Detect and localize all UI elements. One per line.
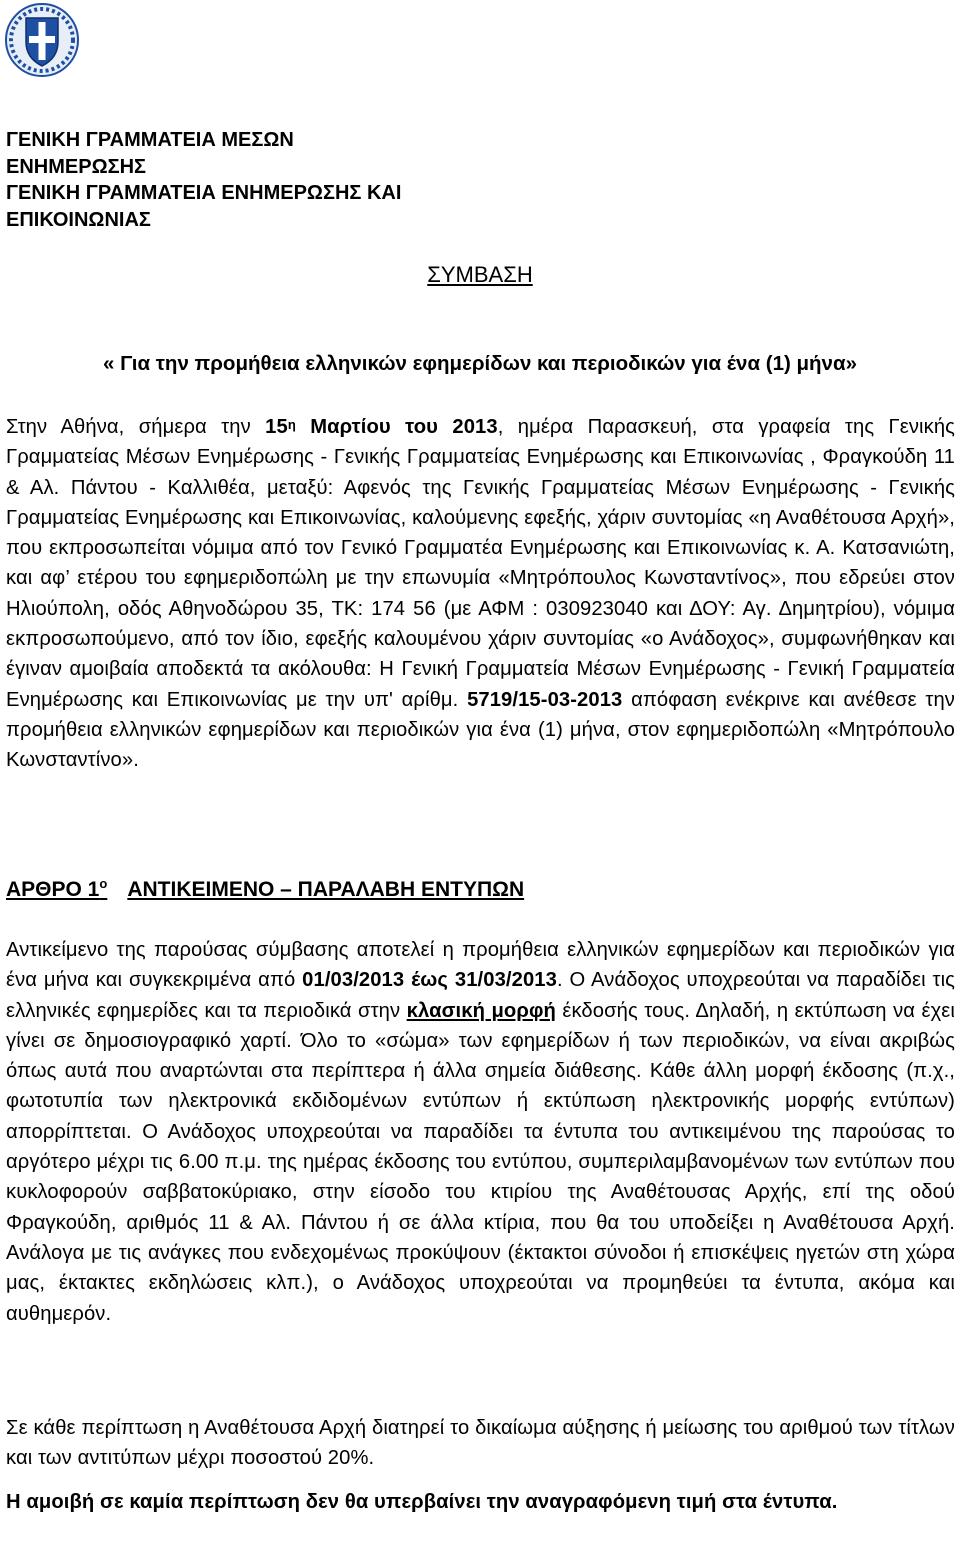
issuer-line-1: ΓΕΝΙΚΗ ΓΡΑΜΜΑΤΕΙΑ ΜΕΣΩΝ: [6, 129, 294, 151]
greek-coat-of-arms-icon: [4, 2, 80, 78]
supply-period: 01/03/2013 έως 31/03/2013: [302, 969, 557, 992]
article-1-paragraph-1: Αντικείμενο της παρούσας σύμβασης αποτελεί η προμήθεια ελληνικών εφημερίδων και περιοδικών για ένα μήνα και συγκεκριμένα από 01/03/2013 έως 31/03/2013. Ο Ανάδοχος υποχρεούται να παραδίδει τις ελληνικές εφημερίδες και τα περιοδικά στην κλασική μορφή έκδοσής τους. Δηλαδή, η εκτύπωση να έχει γίνει σε δημοσιογραφικό χαρτί. Όλο το «σώμα» των εφημερίδων ή των περιοδικών, να είναι ακριβώς όπως αυτά που αναρτώνται στα περίπτερα ή άλλα σημεία διάθεσης. Κάθε άλλη μορφή έκδοσης (π.χ., φωτοτυπία των ηλεκτρονικά εκδιδομένων εντύπων ή εκτύπωση ηλεκτρονικής μορφής εντύπων) απορρίπτεται. Ο Ανάδοχος υποχρεούται να παραδίδει τα έντυπα του αντικειμένου της παρούσας το αργότερο μέχρι τις 6.00 π.μ. της ημέρας έκδοσης του εντύπου, συμπεριλαμβανομένων των εντύπων που κυκλοφορούν σαββατοκύριακο, στην είσοδο του κτιρίου της Αναθέτουσας Αρχής, επί της οδού Φραγκούδη, αριθμός 11 & Αλ. Πάντου ή σε άλλα κτίρια, που θα του υποδείξει η Αναθέτουσα Αρχή. Ανάλογα με τις ανάγκες που ενδεχομένως προκύψουν (έκτακτοι σύνοδοι ή επισκέψεις ηγετών στη χώρα μας, έκτακτες εκδηλώσεις κλπ.), ο Ανάδοχος υποχρεούται να προμηθεύει τα έντυπα, ακόμα και αυθημερόν.: [6, 939, 956, 1325]
document-title: ΣΥΜΒΑΣΗ: [427, 262, 533, 287]
issuer-header: [6, 127, 401, 233]
contract-date: $15^\eta$ Μαρτίου του 2013: [265, 416, 498, 438]
article-1-paragraph-3: Η αμοιβή σε καμία περίπτωση δεν θα υπερβαίνει την αναγραφόμενη τιμή στα έντυπα.: [6, 1491, 838, 1513]
classic-form: κλασική μορφή: [406, 999, 556, 1022]
document-subtitle: « Για την προμήθεια ελληνικών εφημερίδων και περιοδικών για ένα (1) μήνα»: [103, 352, 857, 375]
issuer-line-4: ΕΠΙΚΟΙΝΩΝΙΑΣ: [6, 208, 151, 231]
issuer-line-3: ΓΕΝΙΚΗ ΓΡΑΜΜΑΤΕΙΑ ΕΝΗΜΕΡΩΣΗΣ ΚΑΙ: [6, 182, 402, 204]
article-1-paragraph-2: Σε κάθε περίπτωση η Αναθέτουσα Αρχή διατηρεί το δικαίωμα αύξησης ή μείωσης του αριθμού των τίτλων και των αντιτύπων μέχρι ποσοστού 20%.: [6, 1417, 955, 1470]
intro-paragraph: Στην Αθήνα, σήμερα την $15^\eta$ Μαρτίου του 2013, ημέρα Παρασκευή, στα γραφεία της Γενικής Γραμματείας Μέσων Ενημέρωσης - Γενικής Γραμματείας Ενημέρωσης και Επικοινωνίας , Φραγκούδη 11 & Αλ. Πάντου - Καλλιθέα, μεταξύ: Αφενός της Γενικής Γραμματείας Μέσων Ενημέρωσης - Γενικής Γραμματείας Ενημέρωσης και Επικοινωνίας, καλούμενης εφεξής, χάριν συντομίας «η Αναθέτουσα Αρχή», που εκπροσωπείται νόμιμα από τον Γενικό Γραμματέα Ενημέρωσης και Επικοινωνίας κ. Α. Κατσανιώτη, και αφ’ ετέρου του εφημεριδοπώλη με την επωνυμία «Μητρόπουλος Κωνσταντίνος», που εδρεύει στον Ηλιούπολη, οδός Αθηνοδώρου 35, ΤΚ: 174 56 (με ΑΦΜ : 030923040 και ΔΟΥ: Αγ. Δημητρίου), νόμιμα εκπροσωπούμενο, από τον ίδιο, εφεξής καλουμένου χάριν συντομίας «ο Ανάδοχος», συμφωνήθηκαν και έγιναν αμοιβαία αποδεκτά τα ακόλουθα: Η Γενική Γραμματεία Μέσων Ενημέρωσης - Γενική Γραμματεία Ενημέρωσης και Επικοινωνίας με την υπ' αρίθμ. 5719/15-03-2013 απόφαση ενέκρινε και ανέθεσε την προμήθεια ελληνικών εφημερίδων και περιοδικών για ένα (1) μήνα, στον εφημεριδοπώλη «Μητρόπουλο Κωνσταντίνο».: [6, 416, 955, 772]
issuer-line-2: ΕΝΗΜΕΡΩΣΗΣ: [6, 155, 147, 178]
article-1-heading: ΑΡΘΡΟ $1^o$ ΑΝΤΙΚΕΙΜΕΝΟ – ΠΑΡΑΛΑΒΗ ΕΝΤΥΠΩΝ: [6, 876, 525, 901]
decision-number: 5719/15-03-2013: [467, 688, 623, 711]
